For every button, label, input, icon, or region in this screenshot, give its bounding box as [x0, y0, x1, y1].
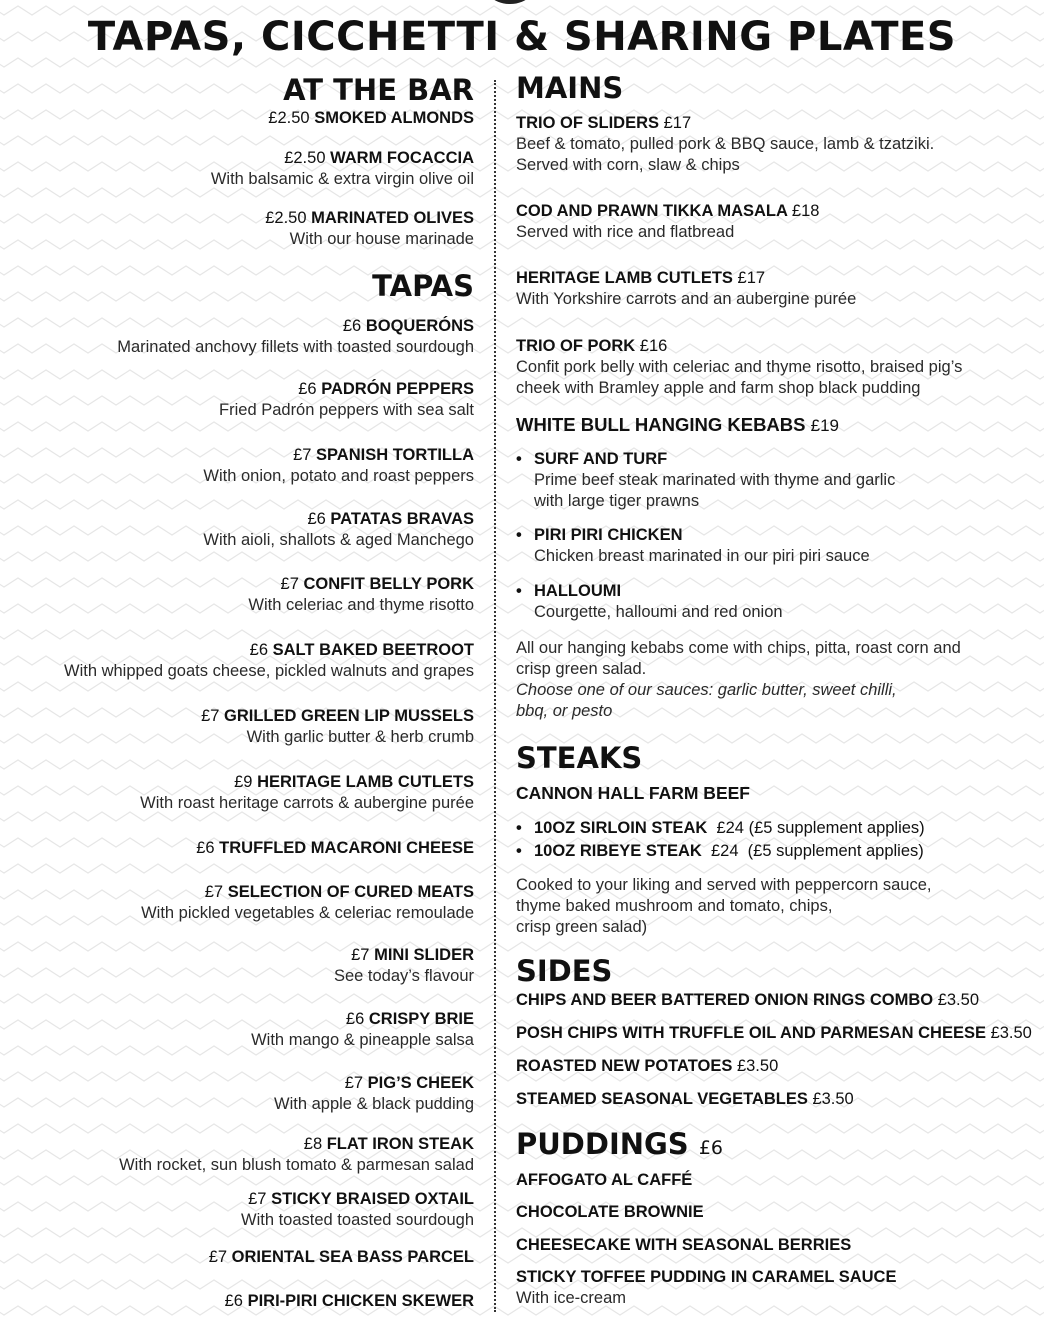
side-item [516, 1023, 1032, 1044]
menu-item [241, 1189, 474, 1231]
pudding-name: AFFOGATO AL CAFFÉ [516, 1171, 693, 1189]
kebabs-note [516, 638, 961, 722]
item-name: PIRI-PIRI CHICKEN SKEWER [247, 1292, 474, 1310]
item-price: £6 [249, 641, 269, 659]
bullet-icon: • [516, 842, 522, 860]
item-description: With pickled vegetables & celeriac remoulade [141, 904, 474, 922]
kebabs-sauces-line: bbq, or pesto [516, 702, 613, 720]
item-price: £7 [204, 883, 224, 901]
item-price: £7 [351, 946, 370, 964]
item-description: See today’s flavour [333, 967, 474, 985]
menu-item [225, 1291, 474, 1312]
bullet-icon: • [516, 819, 522, 837]
steak-supplement: (£5 supplement applies) [747, 842, 924, 860]
section-heading-mains: MAINS [516, 71, 624, 105]
kebab-option-description: Courgette, halloumi and red onion [534, 603, 783, 621]
pudding-name: CHOCOLATE BROWNIE [516, 1203, 704, 1221]
side-price: £3.50 [990, 1024, 1032, 1042]
item-description: With rocket, sun blush tomato & parmesan salad [119, 1156, 474, 1174]
side-name: CHIPS AND BEER BATTERED ONION RINGS COMBO [516, 991, 934, 1009]
item-name: STICKY BRAISED OXTAIL [271, 1190, 474, 1208]
menu-item [274, 1073, 474, 1115]
item-price: £7 [201, 707, 220, 725]
pudding-name: STICKY TOFFEE PUDDING IN CARAMEL SAUCE [516, 1268, 897, 1286]
steak-item [516, 841, 924, 862]
kebab-option-description: Chicken breast marinated in our piri piri sauce [534, 547, 870, 565]
kebabs-block [516, 413, 839, 438]
item-description: With mango & pineapple salsa [251, 1031, 474, 1049]
item-name: HERITAGE LAMB CUTLETS [257, 773, 474, 791]
item-description: Confit pork belly with celeriac and thyme risotto, braised pig’s [516, 358, 963, 376]
item-price: £7 [248, 1190, 267, 1208]
menu-item [334, 945, 474, 987]
menu-item [219, 379, 474, 421]
item-description: Fried Padrón peppers with sea salt [219, 401, 474, 419]
pudding-item [516, 1202, 704, 1223]
kebab-option [516, 581, 783, 623]
kebabs-price: £19 [810, 416, 840, 435]
item-price: £16 [639, 337, 668, 355]
item-name: PATATAS BRAVAS [330, 510, 474, 528]
steaks-subheading-text: CANNON HALL FARM BEEF [516, 783, 750, 803]
item-price: £2.50 [284, 149, 326, 167]
steaks-note-line: Cooked to your liking and served with peppercorn sauce, [516, 876, 932, 894]
menu-item [117, 316, 474, 358]
menu-item [209, 1247, 474, 1268]
item-description: With aioli, shallots & aged Manchego [203, 531, 474, 549]
section-heading-puddings [516, 1128, 723, 1164]
bullet-icon: • [516, 582, 522, 600]
item-price: £8 [303, 1135, 323, 1153]
bullet-icon: • [516, 526, 522, 544]
kebab-option-description: Prime beef steak marinated with thyme and garlic [534, 471, 896, 489]
side-price: £3.50 [736, 1057, 779, 1075]
menu-item [516, 336, 962, 399]
item-name: SMOKED ALMONDS [314, 109, 474, 127]
item-name: GRILLED GREEN LIP MUSSELS [224, 707, 474, 725]
item-name: CONFIT BELLY PORK [303, 575, 474, 593]
kebabs-note-line: crisp green salad. [516, 660, 647, 678]
pudding-item [516, 1170, 692, 1191]
side-name: POSH CHIPS WITH TRUFFLE OIL AND PARMESAN CHEESE [516, 1024, 986, 1042]
menu-item [516, 201, 819, 243]
logo-emblem [478, 0, 542, 4]
menu-item [268, 108, 474, 129]
side-name: STEAMED SEASONAL VEGETABLES [516, 1090, 808, 1108]
kebabs-sauces-line: Choose one of our sauces: garlic butter, sweet chilli, [516, 681, 897, 699]
section-heading-at-the-bar: AT THE BAR [283, 73, 474, 107]
menu-item [119, 1134, 474, 1176]
item-name: WARM FOCACCIA [330, 149, 474, 167]
item-description: Beef & tomato, pulled pork & BBQ sauce, lamb & tzatziki. [516, 135, 935, 153]
steaks-note-line: thyme baked mushroom and tomato, chips, [516, 897, 833, 915]
item-price: £2.50 [268, 109, 310, 127]
steaks-note [516, 875, 932, 938]
menu-item [203, 509, 474, 551]
section-heading-steaks: STEAKS [516, 741, 643, 775]
item-name: TRIO OF PORK [516, 337, 636, 355]
item-price: £6 [307, 510, 326, 528]
item-price: £7 [344, 1074, 364, 1092]
item-price: £7 [280, 575, 299, 593]
item-price: £2.50 [265, 209, 307, 227]
item-description: With celeriac and thyme risotto [248, 596, 474, 614]
pudding-description: With ice-cream [516, 1289, 627, 1307]
kebab-option-name: SURF AND TURF [534, 450, 668, 468]
item-name: MARINATED OLIVES [311, 209, 474, 227]
steak-supplement: (£5 supplement applies) [748, 819, 925, 837]
menu-item [201, 706, 474, 748]
steak-price: £24 [710, 842, 739, 860]
item-description: Served with corn, slaw & chips [516, 156, 740, 174]
item-description: With garlic butter & herb crumb [246, 728, 474, 746]
item-name: FLAT IRON STEAK [326, 1135, 474, 1153]
item-description: cheek with Bramley apple and farm shop black pudding [516, 379, 921, 397]
side-item [516, 1089, 854, 1110]
item-description: Marinated anchovy fillets with toasted sourdough [117, 338, 474, 356]
steak-name: 10OZ SIRLOIN STEAK [534, 819, 708, 837]
side-name: ROASTED NEW POTATOES [516, 1057, 733, 1075]
item-price: £7 [208, 1248, 228, 1266]
menu-item [251, 1009, 474, 1051]
item-name: ORIENTAL SEA BASS PARCEL [231, 1248, 474, 1266]
item-description: With our house marinade [289, 230, 474, 248]
item-name: COD AND PRAWN TIKKA MASALA [516, 202, 788, 220]
item-description: With onion, potato and roast peppers [203, 467, 474, 485]
menu-item [203, 445, 474, 487]
menu-item [516, 113, 934, 176]
item-description: With whipped goats cheese, pickled walnuts and grapes [64, 662, 474, 680]
menu-item [64, 640, 474, 682]
side-item [516, 1056, 778, 1077]
item-description: Served with rice and flatbread [516, 223, 735, 241]
menu-title: TAPAS, CICCHETTI & SHARING PLATES [87, 14, 957, 60]
item-name: SPANISH TORTILLA [316, 446, 474, 464]
menu-item [248, 574, 474, 616]
section-heading-tapas: TAPAS [372, 269, 474, 303]
menu-item [141, 882, 474, 924]
side-price: £3.50 [937, 991, 979, 1009]
item-description: With toasted toasted sourdough [241, 1211, 474, 1229]
item-name: PIG’S CHEEK [367, 1074, 474, 1092]
item-name: SELECTION OF CURED MEATS [227, 883, 474, 901]
item-price: £7 [293, 446, 312, 464]
item-price: £18 [791, 202, 820, 220]
steak-price: £24 [716, 819, 744, 837]
menu-item [265, 208, 474, 250]
steak-name: 10OZ RIBEYE STEAK [534, 842, 702, 860]
puddings-heading-text: PUDDINGS [516, 1127, 689, 1161]
side-item [516, 990, 979, 1011]
kebab-option-description: with large tiger prawns [534, 492, 700, 510]
item-price: £6 [345, 1010, 365, 1028]
bullet-icon: • [516, 450, 522, 468]
section-heading-sides: SIDES [516, 954, 613, 988]
item-price: £6 [298, 380, 317, 398]
item-description: With roast heritage carrots & aubergine purée [140, 794, 474, 812]
kebab-option [516, 449, 895, 512]
steaks-note-line: crisp green salad) [516, 918, 648, 936]
kebab-option-name: PIRI PIRI CHICKEN [534, 526, 683, 544]
item-name: PADRÓN PEPPERS [321, 380, 474, 398]
item-price: £17 [663, 114, 692, 132]
item-price: £17 [737, 269, 766, 287]
kebabs-name: WHITE BULL HANGING KEBABS [516, 414, 806, 435]
item-price: £6 [196, 839, 215, 857]
side-price: £3.50 [812, 1090, 854, 1108]
item-price: £9 [234, 773, 253, 791]
item-name: MINI SLIDER [374, 946, 474, 964]
steaks-subheading [516, 782, 750, 804]
item-name: SALT BAKED BEETROOT [272, 641, 474, 659]
kebab-option [516, 525, 870, 567]
menu-item [196, 838, 474, 859]
item-description: With apple & black pudding [274, 1095, 474, 1113]
puddings-price: £6 [698, 1137, 723, 1159]
item-name: CRISPY BRIE [368, 1010, 474, 1028]
pudding-name: CHEESECAKE WITH SEASONAL BERRIES [516, 1236, 852, 1254]
kebabs-note-line: All our hanging kebabs come with chips, pitta, roast corn and [516, 639, 961, 657]
kebab-option-name: HALLOUMI [534, 582, 622, 600]
item-description: With Yorkshire carrots and an aubergine purée [516, 290, 857, 308]
steak-item [516, 818, 925, 839]
menu-item [140, 772, 474, 814]
item-description: With balsamic & extra virgin olive oil [210, 170, 474, 188]
item-price: £6 [224, 1292, 243, 1310]
item-name: TRUFFLED MACARONI CHEESE [219, 839, 474, 857]
column-divider [494, 80, 496, 1312]
item-price: £6 [342, 317, 362, 335]
pudding-item [516, 1267, 896, 1309]
item-name: HERITAGE LAMB CUTLETS [516, 269, 733, 287]
menu-item [516, 268, 856, 310]
item-name: TRIO OF SLIDERS [516, 114, 660, 132]
menu-item [211, 148, 474, 190]
item-name: BOQUERÓNS [365, 317, 474, 335]
pudding-item [516, 1235, 851, 1256]
